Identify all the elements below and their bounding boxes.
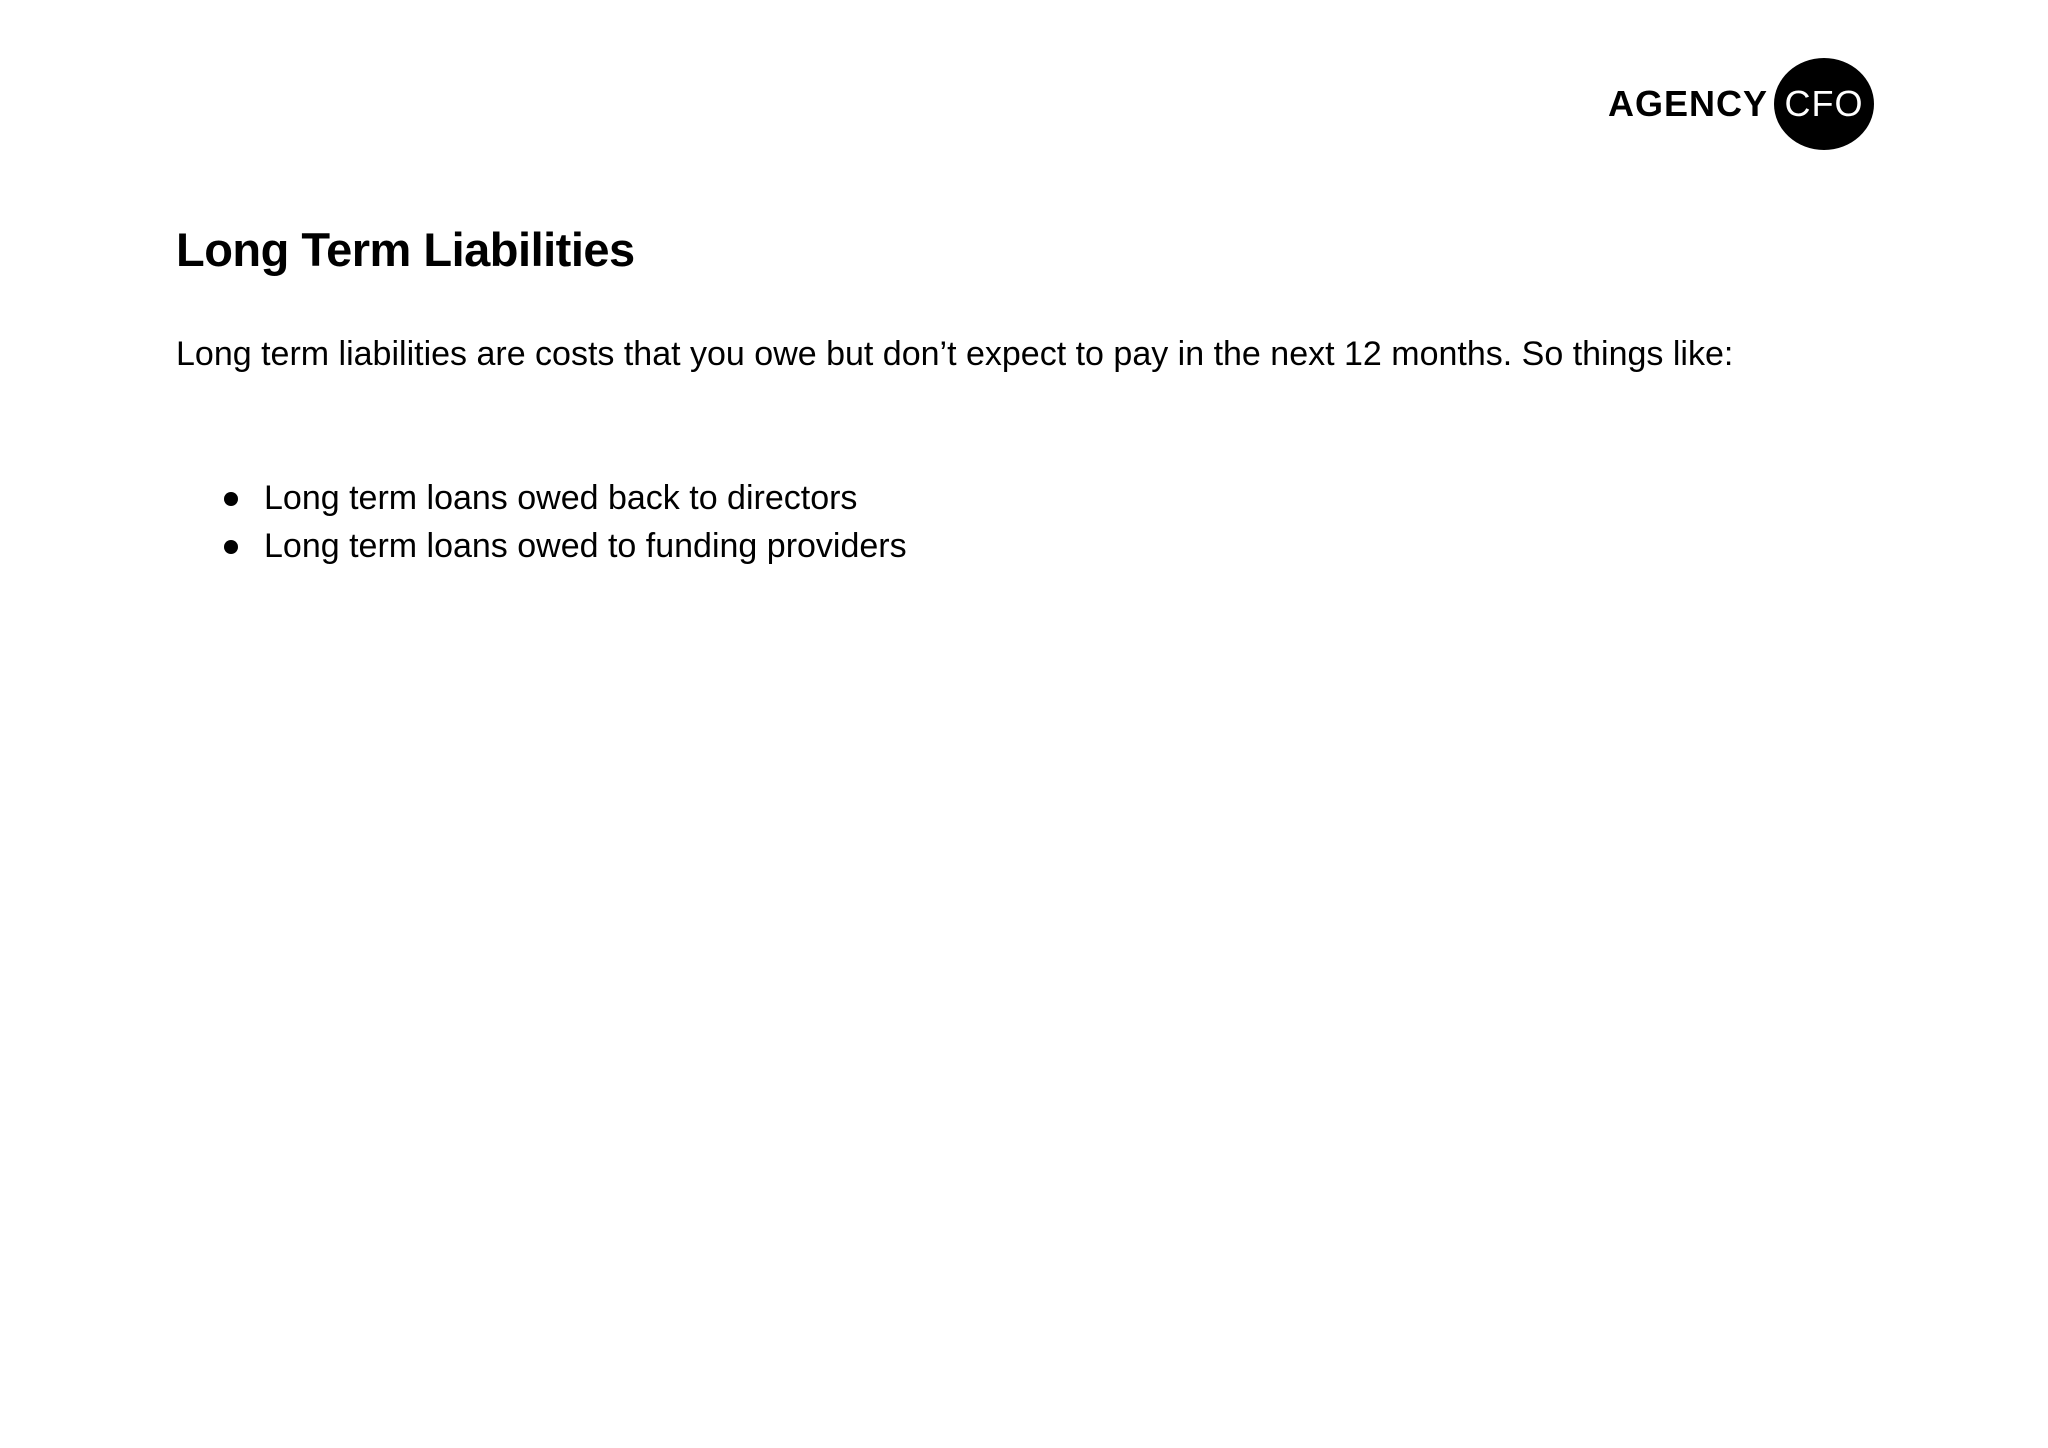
agency-cfo-logo bbox=[1608, 58, 1874, 150]
bullet-icon bbox=[224, 540, 238, 554]
bullet-icon bbox=[224, 492, 238, 506]
list-item bbox=[176, 522, 907, 570]
logo-circle-badge: CFO bbox=[1774, 58, 1874, 150]
list-item-text: Long term loans owed to funding providers bbox=[264, 527, 907, 565]
logo-wordmark: AGENCY bbox=[1608, 83, 1769, 124]
list-item-text: Long term loans owed back to directors bbox=[264, 479, 858, 517]
page-title: Long Term Liabilities bbox=[176, 223, 635, 276]
liabilities-bullet-list bbox=[176, 474, 907, 570]
list-item bbox=[176, 474, 907, 522]
intro-paragraph: Long term liabilities are costs that you owe but don’t expect to pay in the next 12 months. So things like: bbox=[176, 335, 1734, 373]
